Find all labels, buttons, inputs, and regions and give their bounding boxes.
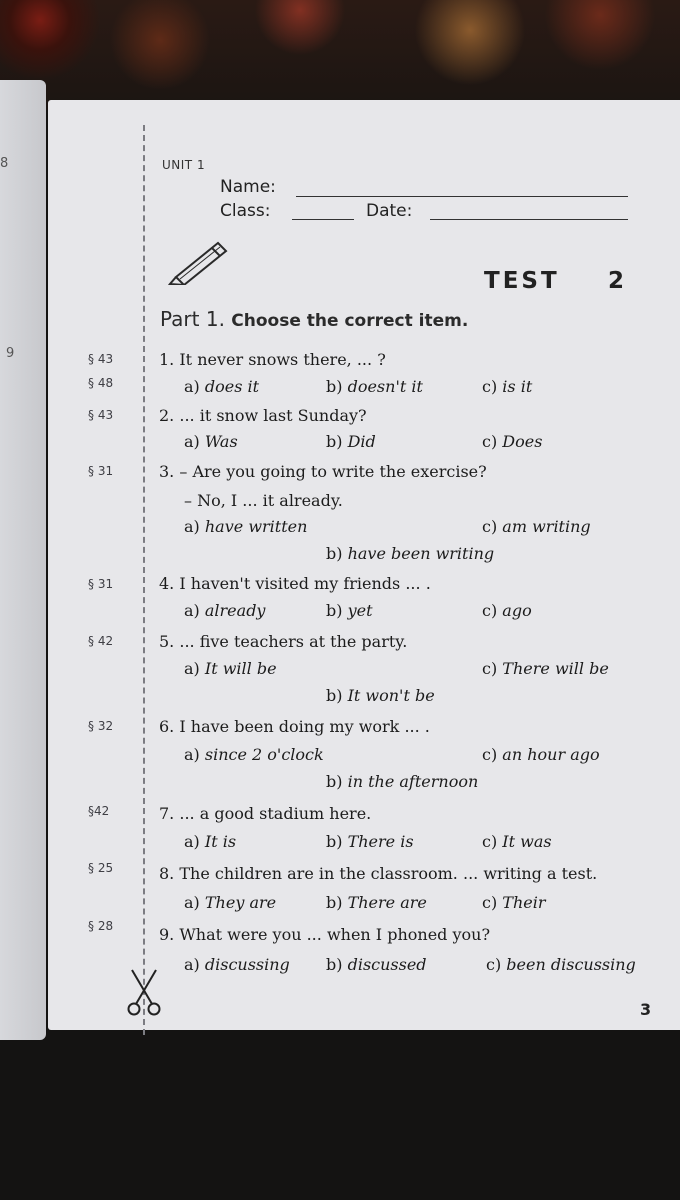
- option-text: yet: [347, 601, 373, 620]
- option-text: doesn't it: [347, 377, 423, 396]
- name-field[interactable]: [296, 196, 628, 197]
- answer-option[interactable]: [482, 432, 542, 451]
- grammar-reference: § 31: [88, 464, 114, 478]
- question-text: [159, 925, 490, 944]
- option-text: There are: [347, 893, 427, 912]
- question-line: The children are in the classroom. ... writing a test.: [179, 864, 598, 883]
- question-number: 5.: [159, 632, 175, 651]
- option-text: discussed: [347, 955, 427, 974]
- question-text: [159, 717, 430, 736]
- option-text: It was: [502, 832, 552, 851]
- unit-label: UNIT 1: [162, 158, 206, 172]
- option-text: discussing: [204, 955, 290, 974]
- answer-option[interactable]: [326, 601, 373, 620]
- left-page-number: 8: [0, 156, 9, 171]
- option-letter: c): [482, 745, 498, 764]
- answer-option[interactable]: [486, 955, 636, 974]
- class-label: Class:: [220, 201, 271, 221]
- part-heading: [160, 307, 468, 331]
- answer-option[interactable]: [482, 893, 546, 912]
- option-letter: c): [482, 893, 498, 912]
- carpet-background: [0, 0, 680, 110]
- answer-option[interactable]: [482, 659, 609, 678]
- grammar-reference: § 42: [88, 634, 114, 648]
- question-number: 8.: [159, 864, 175, 883]
- left-page-number-2: 9: [6, 346, 15, 361]
- question-line: ... a good stadium here.: [179, 804, 372, 823]
- option-letter: b): [326, 955, 343, 974]
- question-line: What were you ... when I phoned you?: [179, 925, 491, 944]
- answer-option[interactable]: [184, 517, 307, 536]
- answer-option[interactable]: [184, 377, 259, 396]
- option-letter: c): [482, 517, 498, 536]
- answer-option[interactable]: [326, 686, 435, 705]
- option-letter: b): [326, 893, 343, 912]
- option-text: does it: [204, 377, 260, 396]
- question-number: 6.: [159, 717, 175, 736]
- option-text: already: [204, 601, 266, 620]
- option-letter: b): [326, 601, 343, 620]
- option-letter: a): [184, 659, 200, 678]
- option-text: There is: [347, 832, 414, 851]
- option-letter: a): [184, 955, 200, 974]
- answer-option[interactable]: [184, 893, 276, 912]
- option-letter: c): [482, 832, 498, 851]
- answer-option[interactable]: [482, 601, 532, 620]
- question-text-continued: [184, 491, 343, 510]
- option-letter: a): [184, 601, 200, 620]
- option-text: Was: [204, 432, 238, 451]
- answer-option[interactable]: [184, 955, 290, 974]
- date-label: Date:: [366, 201, 413, 221]
- scissors-icon: [124, 968, 164, 1022]
- option-text: is it: [502, 377, 533, 396]
- answer-option[interactable]: [326, 832, 414, 851]
- option-letter: b): [326, 432, 343, 451]
- question-line: – No, I ... it already.: [184, 491, 343, 510]
- answer-option[interactable]: [184, 745, 324, 764]
- answer-option[interactable]: [326, 432, 376, 451]
- name-label: Name:: [220, 177, 276, 197]
- option-text: Their: [502, 893, 546, 912]
- answer-option[interactable]: [184, 601, 265, 620]
- option-letter: a): [184, 745, 200, 764]
- option-text: an hour ago: [502, 745, 600, 764]
- answer-option[interactable]: [184, 832, 236, 851]
- answer-option[interactable]: [184, 659, 277, 678]
- option-letter: b): [326, 772, 343, 791]
- page-number: 3: [640, 1000, 652, 1019]
- question-line: It never snows there, ... ?: [179, 350, 386, 369]
- option-text: since 2 o'clock: [204, 745, 324, 764]
- question-number: 9.: [159, 925, 175, 944]
- class-field[interactable]: [292, 219, 354, 220]
- pencil-icon: [168, 235, 232, 289]
- question-text: [159, 406, 367, 425]
- option-text: ago: [502, 601, 532, 620]
- option-letter: b): [326, 832, 343, 851]
- question-number: 3.: [159, 462, 175, 481]
- question-text: [159, 462, 487, 481]
- test-number: 2: [608, 268, 625, 294]
- option-letter: c): [482, 659, 498, 678]
- option-letter: b): [326, 377, 343, 396]
- cut-line: [143, 125, 145, 1035]
- grammar-reference: § 48: [88, 376, 114, 390]
- question-number: 4.: [159, 574, 175, 593]
- grammar-reference: §42: [88, 804, 110, 818]
- option-letter: a): [184, 517, 200, 536]
- option-text: It will be: [204, 659, 277, 678]
- grammar-reference: § 43: [88, 352, 114, 366]
- option-letter: c): [486, 955, 502, 974]
- option-letter: c): [482, 601, 498, 620]
- option-text: have been writing: [347, 544, 495, 563]
- question-text: [159, 350, 386, 369]
- option-letter: b): [326, 686, 343, 705]
- question-text: [159, 632, 407, 651]
- grammar-reference: § 28: [88, 919, 114, 933]
- option-letter: a): [184, 432, 200, 451]
- answer-option[interactable]: [482, 377, 532, 396]
- option-text: It is: [204, 832, 237, 851]
- part-instruction: Choose the correct item.: [231, 311, 469, 331]
- option-text: in the afternoon: [347, 772, 479, 791]
- option-letter: a): [184, 893, 200, 912]
- part-number: Part 1.: [160, 307, 225, 331]
- answer-option[interactable]: [184, 432, 238, 451]
- option-letter: a): [184, 832, 200, 851]
- question-line: ... five teachers at the party.: [179, 632, 408, 651]
- question-line: – Are you going to write the exercise?: [179, 462, 487, 481]
- question-line: I haven't visited my friends ... .: [179, 574, 431, 593]
- grammar-reference: § 32: [88, 719, 114, 733]
- option-text: It won't be: [347, 686, 435, 705]
- answer-option[interactable]: [326, 377, 423, 396]
- answer-option[interactable]: [326, 955, 427, 974]
- option-text: been discussing: [506, 955, 636, 974]
- test-title: TEST: [484, 268, 560, 294]
- question-text: [159, 804, 371, 823]
- option-letter: c): [482, 432, 498, 451]
- grammar-reference: § 43: [88, 408, 114, 422]
- answer-option[interactable]: [326, 893, 427, 912]
- question-number: 1.: [159, 350, 175, 369]
- question-number: 2.: [159, 406, 175, 425]
- question-number: 7.: [159, 804, 175, 823]
- option-text: Did: [347, 432, 376, 451]
- option-letter: c): [482, 377, 498, 396]
- option-text: have written: [204, 517, 308, 536]
- answer-option[interactable]: [482, 745, 600, 764]
- question-line: I have been doing my work ... .: [179, 717, 430, 736]
- answer-option[interactable]: [326, 544, 494, 563]
- date-field[interactable]: [430, 219, 628, 220]
- option-letter: b): [326, 544, 343, 563]
- answer-option[interactable]: [482, 832, 552, 851]
- option-text: They are: [204, 893, 277, 912]
- option-text: There will be: [502, 659, 609, 678]
- question-text: [159, 574, 431, 593]
- question-line: ... it snow last Sunday?: [179, 406, 367, 425]
- answer-option[interactable]: [482, 517, 591, 536]
- left-page-edge: [0, 80, 46, 1040]
- grammar-reference: § 25: [88, 861, 114, 875]
- option-text: am writing: [502, 517, 591, 536]
- option-letter: a): [184, 377, 200, 396]
- grammar-reference: § 31: [88, 577, 114, 591]
- question-text: [159, 864, 597, 883]
- option-text: Does: [502, 432, 543, 451]
- answer-option[interactable]: [326, 772, 478, 791]
